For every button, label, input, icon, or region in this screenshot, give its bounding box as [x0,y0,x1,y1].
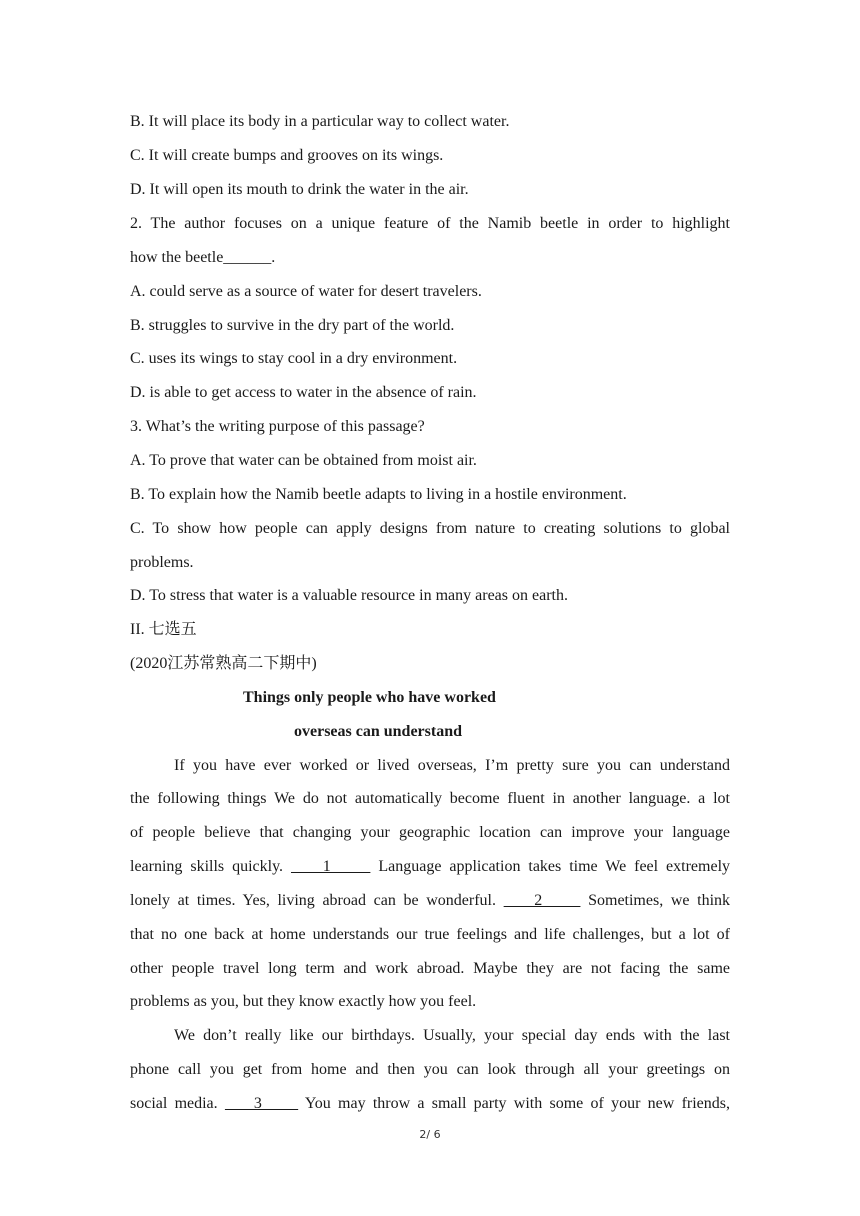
q3-option-c-line2: problems. [130,554,194,571]
p1-line3: of people believe that changing your geographic location can improve your language [130,824,730,841]
p1-line7: other people travel long term and work abroad. Maybe they are not facing the same [130,960,730,977]
p1-line2: the following things We do not automatically become fluent in another language. a lot [130,790,730,807]
q2-stem-line2: how the beetle______. [130,249,276,266]
q3-option-a: A. To prove that water can be obtained from moist air. [130,452,477,469]
p2-line1: We don’t really like our birthdays. Usually, your special day ends with the last [174,1027,730,1044]
q2-option-c: C. uses its wings to stay cool in a dry environment. [130,350,458,367]
p2-line2: phone call you get from home and then you can look through all your greetings on [130,1061,730,1078]
p1-line5 [130,891,730,911]
p1-line4-text-b: Language application takes time We feel extremely [378,858,731,875]
p1-line4 [130,857,730,877]
q2-stem-line1: 2. The author focuses on a unique feature of the Namib beetle in order to highlight [130,215,730,232]
p1-line4-text-a: learning skills quickly. [130,858,284,875]
q3-option-d: D. To stress that water is a valuable resource in many areas on earth. [130,587,568,604]
q1-option-c: C. It will create bumps and grooves on its wings. [130,147,444,164]
section-heading: II. 七选五 [130,621,197,638]
p2-line3 [130,1094,730,1114]
q3-option-c-line1: C. To show how people can apply designs from nature to creating solutions to global [130,520,730,537]
p1-line1: If you have ever worked or lived overseas, I’m pretty sure you can understand [174,757,730,774]
passage-title-line1: Things only people who have worked [243,689,496,706]
page-number: 2/ 6 [419,1128,441,1141]
q2-option-d: D. is able to get access to water in the absence of rain. [130,384,477,401]
blank-1: 1 [290,858,371,875]
p1-line5-text-b: Sometimes, we think [588,892,731,909]
q1-option-d: D. It will open its mouth to drink the water in the air. [130,181,469,198]
q2-option-a: A. could serve as a source of water for desert travelers. [130,283,482,300]
p2-line3-text-b: You may throw a small party with some of your new friends, [304,1095,731,1112]
p1-line8: problems as you, but they know exactly how you feel. [130,993,477,1010]
q3-stem: 3. What’s the writing purpose of this passage? [130,418,425,435]
passage-title-line2: overseas can understand [294,723,463,740]
section-source: (2020江苏常熟高二下期中) [130,655,317,672]
q3-option-b: B. To explain how the Namib beetle adapts to living in a hostile environment. [130,486,627,503]
p1-line6: that no one back at home understands our true feelings and life challenges, but a lot of [130,926,730,943]
p2-line3-text-a: social media. [130,1095,218,1112]
blank-2: 2 [503,892,581,909]
q1-option-b: B. It will place its body in a particular way to collect water. [130,113,510,130]
p1-line5-text-a: lonely at times. Yes, living abroad can be wonderful. [130,892,496,909]
blank-3: 3 [224,1095,299,1112]
q2-option-b: B. struggles to survive in the dry part of the world. [130,317,455,334]
